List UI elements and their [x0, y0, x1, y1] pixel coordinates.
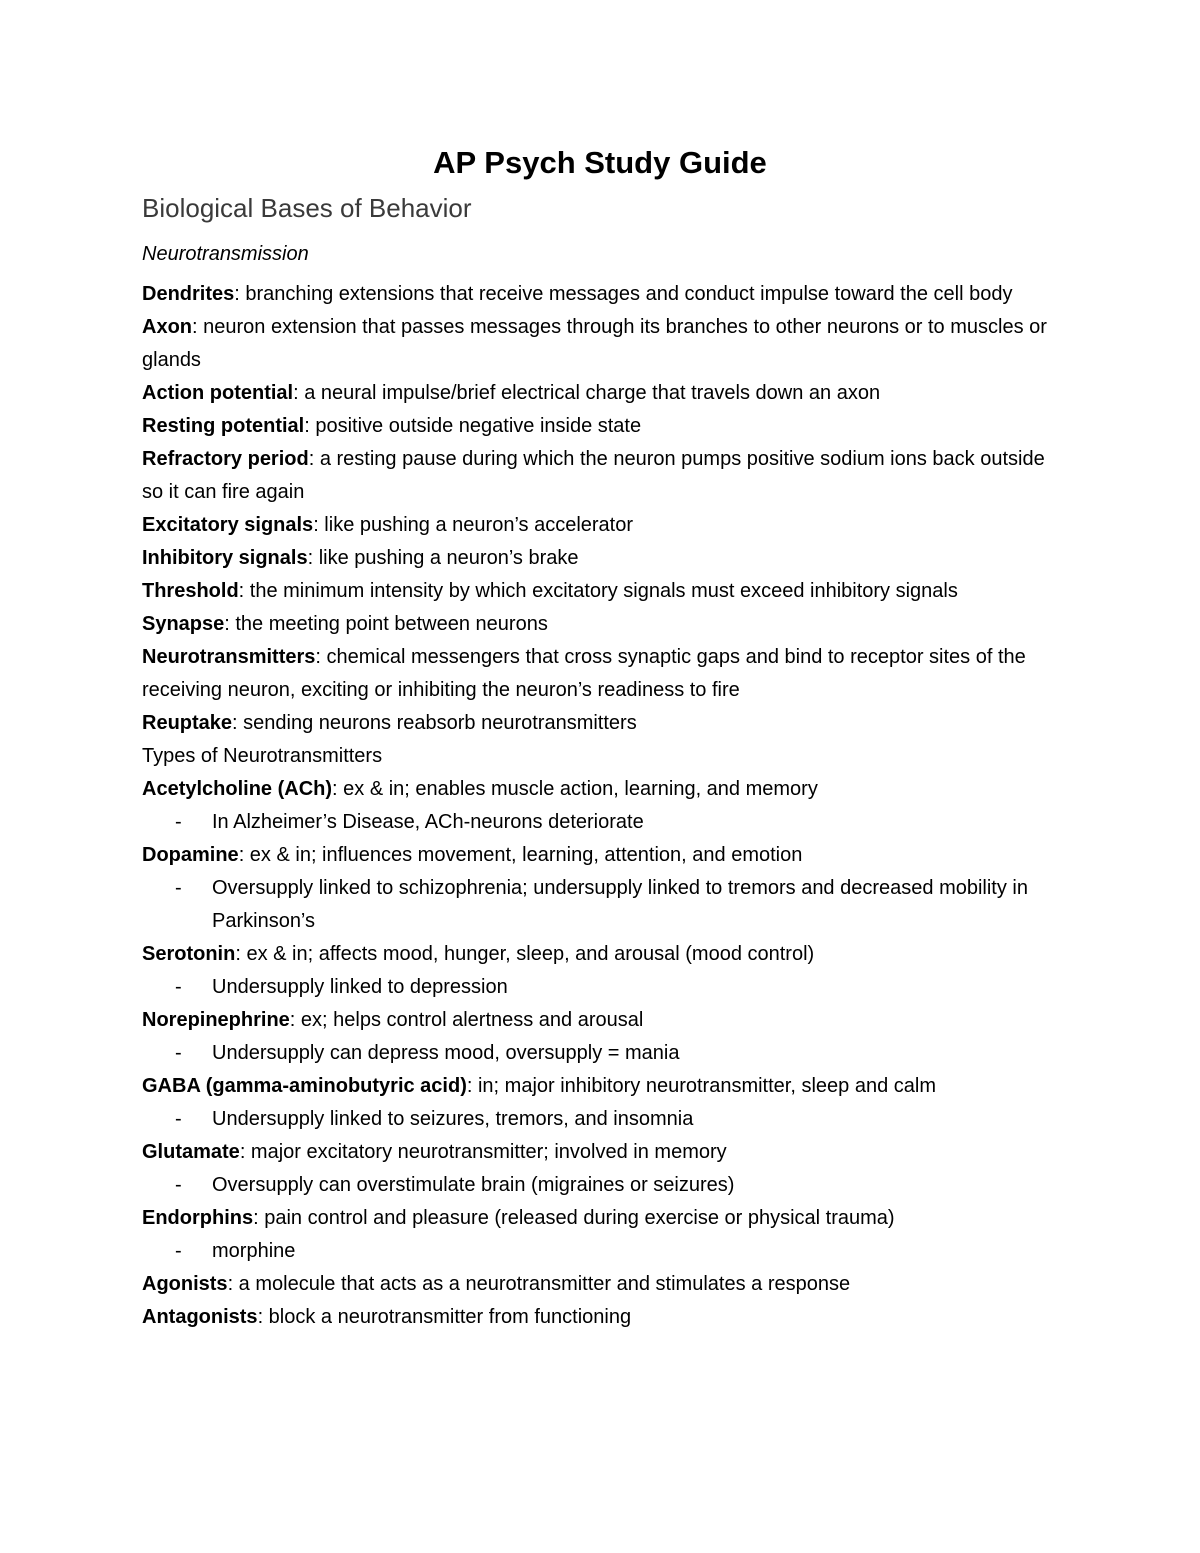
definition-term: Dendrites [142, 283, 235, 305]
definition-neurotransmitters [142, 641, 1047, 707]
bullet-text: Undersupply can depress mood, oversupply = mania [212, 1042, 680, 1064]
definition-text: : block a neurotransmitter from functioning [257, 1306, 632, 1328]
bullet-text: In Alzheimer’s Disease, ACh-neurons deteriorate [212, 811, 644, 833]
bullet-note [142, 806, 1047, 839]
bullet-dash: - [175, 811, 182, 833]
neurotransmitter-text: : pain control and pleasure (released during exercise or physical trauma) [253, 1207, 895, 1229]
bullet-text: Oversupply linked to schizophrenia; undersupply linked to tremors and decreased mobility in Parkinson’s [212, 877, 1028, 932]
definition-antagonists [142, 1301, 1047, 1334]
neurotransmitter-dopamine [142, 839, 1047, 872]
definition-text: : like pushing a neuron’s brake [307, 547, 579, 569]
definition-text: : the meeting point between neurons [224, 613, 548, 635]
neurotransmitter-endorphins [142, 1202, 1047, 1235]
definition-agonists [142, 1268, 1047, 1301]
definition-axon [142, 311, 1047, 377]
neurotransmitter-term: Acetylcholine (ACh) [142, 778, 333, 800]
document-title: AP Psych Study Guide [433, 145, 767, 180]
definition-term: Resting potential [142, 415, 305, 437]
bullet-note [142, 971, 1047, 1004]
definition-text: : positive outside negative inside state [304, 415, 642, 437]
neurotransmitter-term: Glutamate [142, 1141, 240, 1163]
neurotransmitter-text: : ex & in; affects mood, hunger, sleep, and arousal (mood control) [235, 943, 815, 965]
definition-term: Axon [142, 316, 192, 338]
neurotransmitter-text: : in; major inhibitory neurotransmitter, sleep and calm [466, 1075, 936, 1097]
neurotransmitter-acetylcholine [142, 773, 1047, 806]
bullet-note [142, 1103, 1047, 1136]
definition-text: : a neural impulse/brief electrical charge that travels down an axon [293, 382, 881, 404]
definition-term: Inhibitory signals [142, 547, 308, 569]
document-body [142, 278, 1047, 1334]
subsection-heading: Neurotransmission [142, 243, 309, 265]
bullet-note [142, 1169, 1047, 1202]
bullet-dash: - [175, 877, 182, 899]
definition-term: Excitatory signals [142, 514, 314, 536]
definition-text: : branching extensions that receive messages and conduct impulse toward the cell body [234, 283, 1013, 305]
bullet-note [142, 1037, 1047, 1070]
definition-refractory-period [142, 443, 1047, 509]
bullet-note [142, 1235, 1047, 1268]
definition-excitatory-signals [142, 509, 1047, 542]
definition-term: Antagonists [142, 1306, 258, 1328]
bullet-text: Undersupply linked to seizures, tremors, and insomnia [212, 1108, 694, 1130]
neurotransmitter-term: Serotonin [142, 943, 236, 965]
neurotransmitter-text: : major excitatory neurotransmitter; involved in memory [239, 1141, 727, 1163]
definition-term: Refractory period [142, 448, 309, 470]
neurotransmitter-serotonin [142, 938, 1047, 971]
neurotransmitter-norepinephrine [142, 1004, 1047, 1037]
bullet-text: Oversupply can overstimulate brain (migraines or seizures) [212, 1174, 735, 1196]
definition-term: Threshold [142, 580, 239, 602]
definition-text: : the minimum intensity by which excitatory signals must exceed inhibitory signals [238, 580, 958, 602]
definition-term: Reuptake [142, 712, 233, 734]
neurotransmitter-term: Endorphins [142, 1207, 254, 1229]
bullet-dash: - [175, 1108, 182, 1130]
definition-inhibitory-signals [142, 542, 1047, 575]
bullet-text: Undersupply linked to depression [212, 976, 508, 998]
bullet-note [142, 872, 1047, 938]
bullet-dash: - [175, 1174, 182, 1196]
neurotransmitter-text: : ex; helps control alertness and arousal [289, 1009, 644, 1031]
neurotransmitter-gaba [142, 1070, 1047, 1103]
bullet-dash: - [175, 976, 182, 998]
definition-text: : chemical messengers that cross synaptic gaps and bind to receptor sites of the receiving neuron, exciting or inhibiting the neuron’s readiness to fire [142, 646, 1026, 701]
definition-term: Synapse [142, 613, 225, 635]
neurotransmitter-text: : ex & in; influences movement, learning, attention, and emotion [238, 844, 803, 866]
bullet-dash: - [175, 1240, 182, 1262]
definition-action-potential [142, 377, 1047, 410]
section-heading: Biological Bases of Behavior [142, 193, 472, 223]
definition-reuptake [142, 707, 1047, 740]
definition-threshold [142, 575, 1047, 608]
neurotransmitter-term: Norepinephrine [142, 1009, 290, 1031]
types-heading: Types of Neurotransmitters [142, 745, 383, 767]
neurotransmitter-glutamate [142, 1136, 1047, 1169]
definition-term: Agonists [142, 1273, 228, 1295]
definition-text: : a resting pause during which the neuron pumps positive sodium ions back outside so it can fire again [142, 448, 1045, 503]
definition-term: Action potential [142, 382, 294, 404]
definition-text: : like pushing a neuron’s accelerator [313, 514, 634, 536]
neurotransmitter-term: Dopamine [142, 844, 239, 866]
definition-term: Neurotransmitters [142, 646, 316, 668]
definition-resting-potential [142, 410, 1047, 443]
definition-dendrites [142, 278, 1047, 311]
neurotransmitter-text: : ex & in; enables muscle action, learning, and memory [332, 778, 818, 800]
bullet-dash: - [175, 1042, 182, 1064]
definition-synapse [142, 608, 1047, 641]
definition-text: : a molecule that acts as a neurotransmitter and stimulates a response [227, 1273, 851, 1295]
neurotransmitter-term: GABA (gamma-aminobutyric acid) [142, 1075, 467, 1097]
bullet-text: morphine [212, 1240, 296, 1262]
definition-text: : sending neurons reabsorb neurotransmitters [232, 712, 637, 734]
definition-text: : neuron extension that passes messages through its branches to other neurons or to muscles or glands [142, 316, 1047, 371]
